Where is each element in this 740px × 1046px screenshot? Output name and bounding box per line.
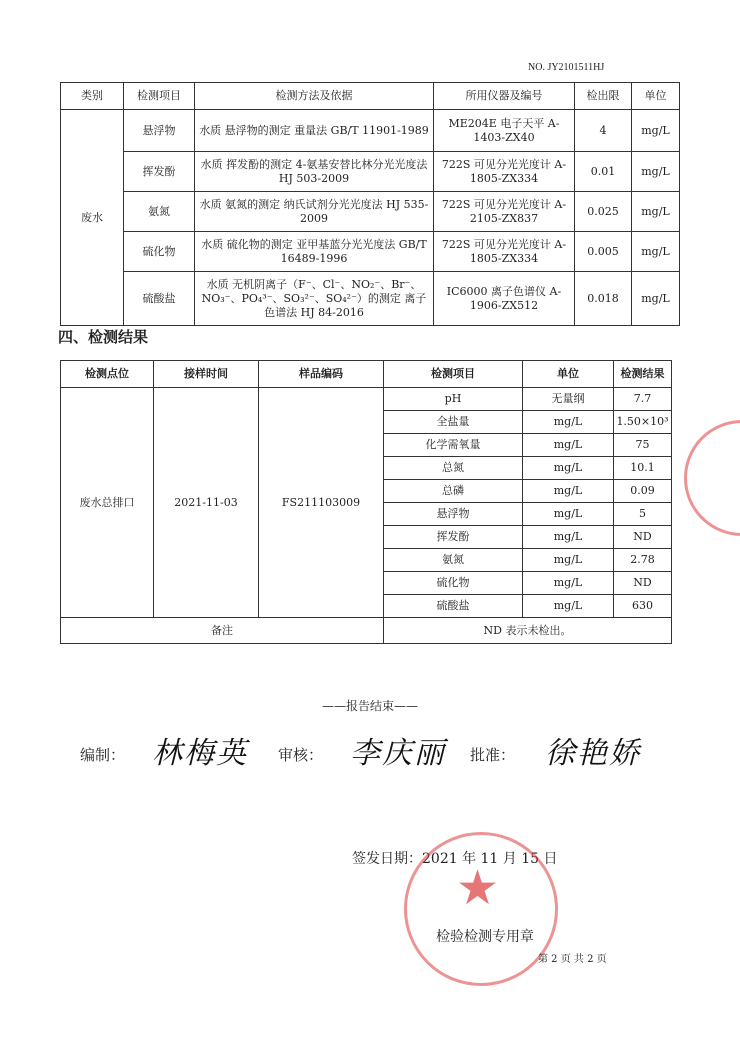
unit: mg/L xyxy=(632,110,680,152)
result-unit: mg/L xyxy=(523,572,614,595)
results-header: 检测结果 xyxy=(614,361,672,388)
sampling-time: 2021-11-03 xyxy=(154,388,259,618)
result-unit: mg/L xyxy=(523,595,614,618)
reviewer-label: 审核： xyxy=(278,746,324,764)
approver-signature: 徐艳娇 xyxy=(545,736,641,771)
detection-limit: 0.005 xyxy=(575,232,632,272)
issue-date: 签发日期：2021 年 11 月 15 日 xyxy=(352,851,558,867)
report-end: ——报告结束—— xyxy=(321,699,418,713)
remark-label: 备注 xyxy=(61,618,384,644)
result-value: 0.09 xyxy=(614,480,672,503)
result-value: 1.50×10³ xyxy=(614,411,672,434)
section-title: 四、检测结果 xyxy=(58,328,149,346)
result-value: 75 xyxy=(614,434,672,457)
method-text: 水质 挥发酚的测定 4-氨基安替比林分光光度法 HJ 503-2009 xyxy=(195,152,434,192)
method-item: 硫化物 xyxy=(124,232,195,272)
category-cell: 废水 xyxy=(61,110,124,326)
results-header: 检测项目 xyxy=(384,361,523,388)
table-row xyxy=(61,388,672,411)
result-value: 630 xyxy=(614,595,672,618)
method-item: 挥发酚 xyxy=(124,152,195,192)
method-text: 水质 氨氮的测定 纳氏试剂分光光度法 HJ 535-2009 xyxy=(195,192,434,232)
result-value: ND xyxy=(614,572,672,595)
side-seal xyxy=(684,420,740,536)
methods-header: 检测项目 xyxy=(124,83,195,110)
results-header: 样品编码 xyxy=(259,361,384,388)
method-item: 悬浮物 xyxy=(124,110,195,152)
result-value: ND xyxy=(614,526,672,549)
result-value: 10.1 xyxy=(614,457,672,480)
table-row xyxy=(61,272,680,326)
result-unit: mg/L xyxy=(523,503,614,526)
result-item: 挥发酚 xyxy=(384,526,523,549)
methods-header: 检出限 xyxy=(575,83,632,110)
result-unit: mg/L xyxy=(523,526,614,549)
result-item: 总磷 xyxy=(384,480,523,503)
stamp-label: 检验检测专用章 xyxy=(436,929,534,945)
result-item: 氨氮 xyxy=(384,549,523,572)
unit: mg/L xyxy=(632,272,680,326)
result-item: 全盐量 xyxy=(384,411,523,434)
unit: mg/L xyxy=(632,192,680,232)
reviewer-signature: 李庆丽 xyxy=(350,736,446,771)
instrument-text: IC6000 离子色谱仪 A-1906-ZX512 xyxy=(434,272,575,326)
seal-star-icon: ★ xyxy=(456,860,500,916)
result-item: 总氮 xyxy=(384,457,523,480)
methods-header: 类别 xyxy=(61,83,124,110)
method-item: 硫酸盐 xyxy=(124,272,195,326)
editor-signature: 林梅英 xyxy=(152,736,248,771)
remark-text: ND 表示未检出。 xyxy=(384,618,672,644)
sample-code: FS211103009 xyxy=(259,388,384,618)
methods-header: 检测方法及依据 xyxy=(195,83,434,110)
detection-limit: 4 xyxy=(575,110,632,152)
table-row xyxy=(61,152,680,192)
table-row xyxy=(61,110,680,152)
table-row xyxy=(61,232,680,272)
detection-limit: 0.025 xyxy=(575,192,632,232)
result-item: 硫化物 xyxy=(384,572,523,595)
instrument-text: ME204E 电子天平 A-1403-ZX40 xyxy=(434,110,575,152)
result-item: pH xyxy=(384,388,523,411)
method-text: 水质 无机阴离子（F⁻、Cl⁻、NO₂⁻、Br⁻、NO₃⁻、PO₄³⁻、SO₃²⁻、SO₄²⁻）的测定 离子色谱法 HJ 84-2016 xyxy=(195,272,434,326)
method-text: 水质 悬浮物的测定 重量法 GB/T 11901-1989 xyxy=(195,110,434,152)
remark-row xyxy=(61,618,672,644)
report-number: NO. JY2101511HJ xyxy=(528,62,605,73)
result-value: 7.7 xyxy=(614,388,672,411)
sampling-point: 废水总排口 xyxy=(61,388,154,618)
result-item: 悬浮物 xyxy=(384,503,523,526)
instrument-text: 722S 可见分光光度计 A-2105-ZX837 xyxy=(434,192,575,232)
unit: mg/L xyxy=(632,232,680,272)
method-item: 氨氮 xyxy=(124,192,195,232)
result-item: 硫酸盐 xyxy=(384,595,523,618)
result-unit: 无量纲 xyxy=(523,388,614,411)
results-header: 单位 xyxy=(523,361,614,388)
detection-limit: 0.018 xyxy=(575,272,632,326)
unit: mg/L xyxy=(632,152,680,192)
instrument-text: 722S 可见分光光度计 A-1805-ZX334 xyxy=(434,152,575,192)
editor-label: 编制： xyxy=(80,746,126,764)
result-unit: mg/L xyxy=(523,434,614,457)
result-unit: mg/L xyxy=(523,480,614,503)
result-item: 化学需氧量 xyxy=(384,434,523,457)
instrument-text: 722S 可见分光光度计 A-1805-ZX334 xyxy=(434,232,575,272)
method-text: 水质 硫化物的测定 亚甲基蓝分光光度法 GB/T 16489-1996 xyxy=(195,232,434,272)
result-unit: mg/L xyxy=(523,549,614,572)
approver-label: 批准： xyxy=(470,746,516,764)
result-value: 5 xyxy=(614,503,672,526)
methods-table xyxy=(60,82,680,326)
result-unit: mg/L xyxy=(523,411,614,434)
results-table xyxy=(60,360,672,644)
result-unit: mg/L xyxy=(523,457,614,480)
results-header: 接样时间 xyxy=(154,361,259,388)
result-value: 2.78 xyxy=(614,549,672,572)
table-row xyxy=(61,192,680,232)
results-header: 检测点位 xyxy=(61,361,154,388)
methods-header: 所用仪器及编号 xyxy=(434,83,575,110)
detection-limit: 0.01 xyxy=(575,152,632,192)
page-number: 第 2 页 共 2 页 xyxy=(538,954,607,965)
methods-header: 单位 xyxy=(632,83,680,110)
